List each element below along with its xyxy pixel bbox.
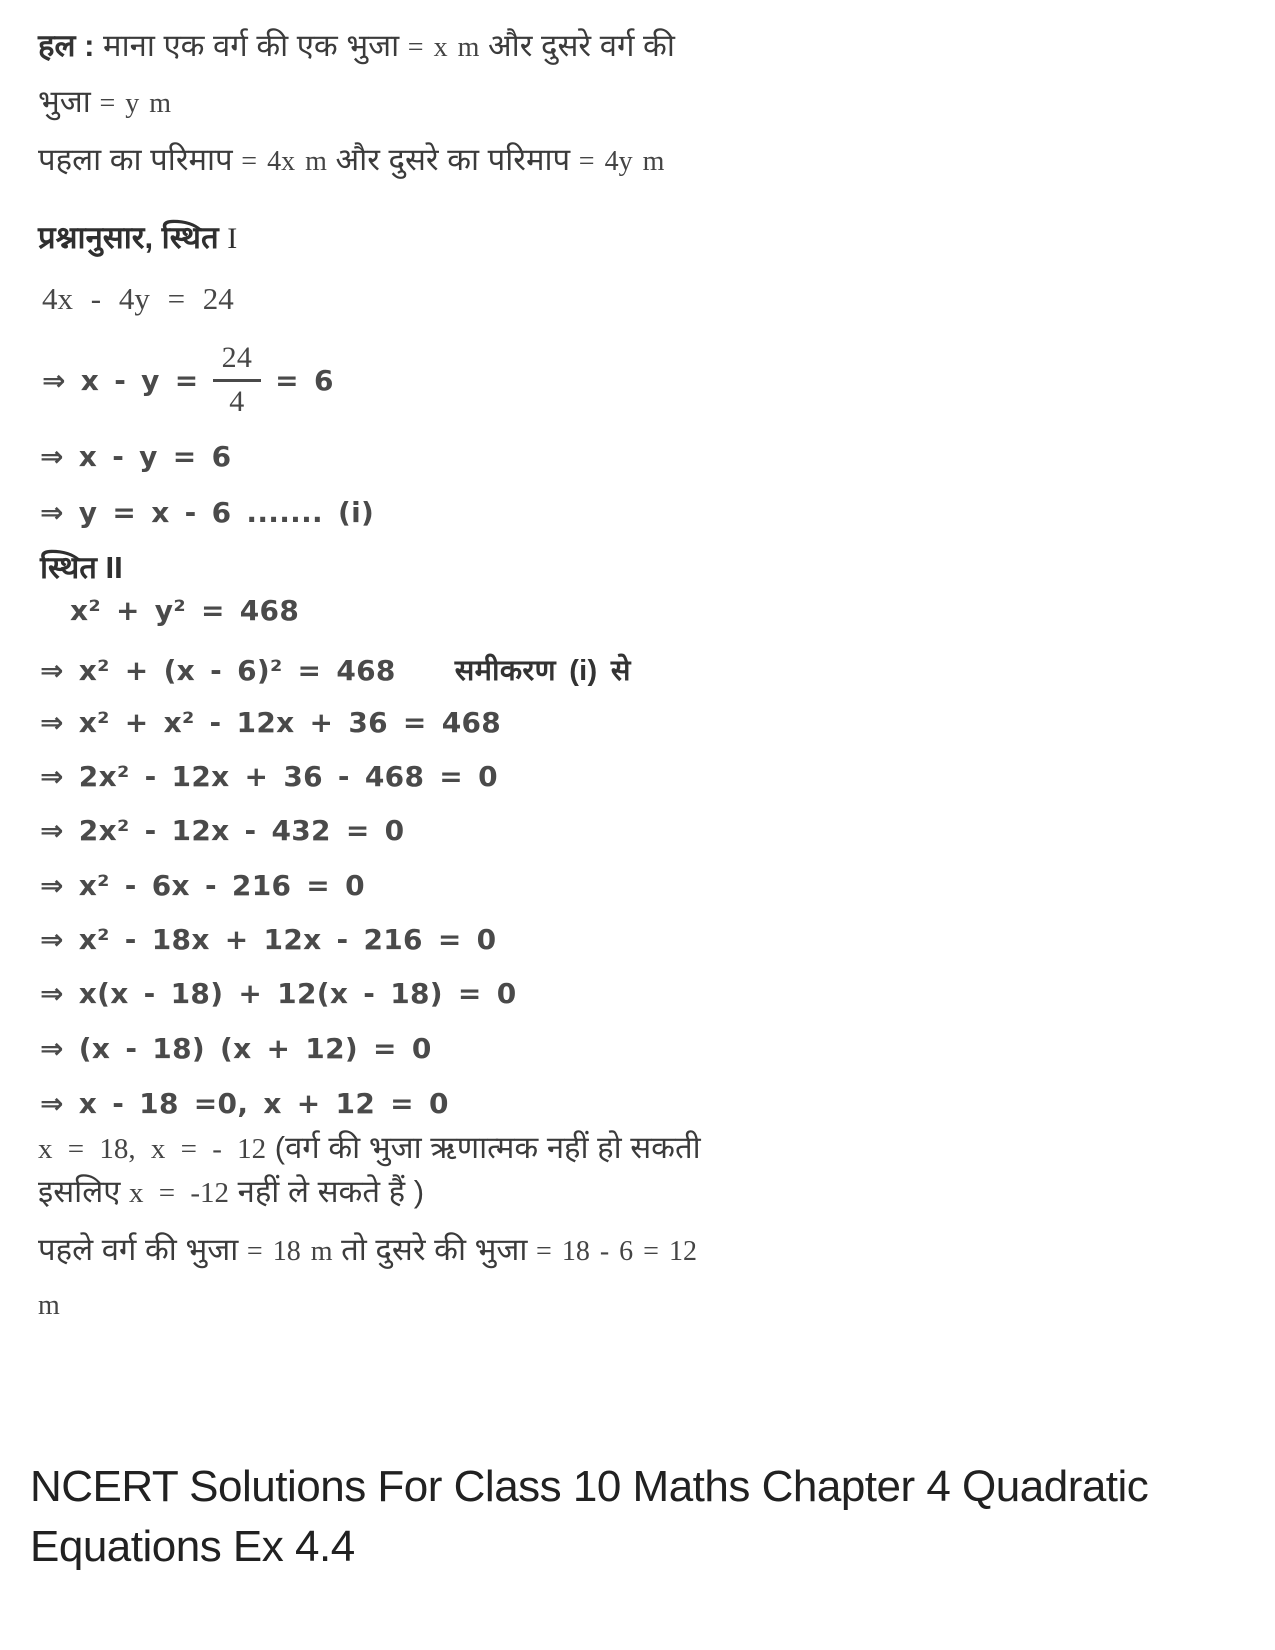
fraction-suffix: = 6 xyxy=(275,363,334,397)
case1-roman-numeral: I xyxy=(227,222,238,255)
case2-step-1: ⇒ x² + x² - 12x + 36 = 468 xyxy=(40,706,502,739)
perimeter-math-b: = 4y m xyxy=(578,146,665,177)
roots-line-2 xyxy=(38,1170,424,1212)
case2-step-4: ⇒ x² - 6x - 216 = 0 xyxy=(40,869,365,902)
fraction-prefix: ⇒ x - y = xyxy=(42,363,199,397)
substitution-note: समीकरण (i) से xyxy=(454,655,631,687)
case2-step-3: ⇒ 2x² - 12x - 432 = 0 xyxy=(40,814,405,847)
solution-label: हल : xyxy=(38,28,95,63)
case2-step-6: ⇒ x(x - 18) + 12(x - 18) = 0 xyxy=(40,977,517,1010)
case1-step-1: ⇒ x - y = 6 xyxy=(40,440,232,473)
case1-equation-initial: 4x - 4y = 24 xyxy=(42,281,234,316)
conclusion-line xyxy=(38,1228,697,1270)
case1-step-2: ⇒ y = x - 6 ....... (i) xyxy=(40,496,375,529)
intro-text-1-tail: और दुसरे वर्ग की xyxy=(488,28,675,63)
page-title-footer-line-1: NCERT Solutions For Class 10 Maths Chapter 4 Quadratic xyxy=(30,1462,1149,1511)
case2-step-8: ⇒ x - 18 =0, x + 12 = 0 xyxy=(40,1087,449,1120)
roots-rejected-value: x = -12 xyxy=(129,1177,230,1209)
case2-equation-initial: x² + y² = 468 xyxy=(70,594,300,627)
conclusion-unit: m xyxy=(38,1290,60,1321)
page-title-footer-line-2: Equations Ex 4.4 xyxy=(30,1522,355,1571)
perimeter-line xyxy=(38,138,664,180)
case2-heading: स्थित II xyxy=(40,550,123,585)
case1-fraction-step xyxy=(42,341,334,419)
conclusion-math-a: = 18 m xyxy=(246,1236,333,1267)
solution-intro-line-2 xyxy=(38,80,171,122)
perimeter-text-a: पहला का परिमाप xyxy=(38,142,233,177)
case2-substitution xyxy=(40,650,631,689)
conclusion-text-b: तो दुसरे की भुजा xyxy=(341,1232,528,1267)
fraction-numerator: 24 xyxy=(213,341,262,382)
roots-values: x = 18, x = - 12 xyxy=(38,1133,267,1165)
roots-line-1 xyxy=(38,1126,701,1168)
perimeter-math-a: = 4x m xyxy=(241,146,327,177)
intro-math-1: = x m xyxy=(407,32,480,63)
conclusion-math-b: = 18 - 6 = 12 xyxy=(536,1236,697,1267)
case1-heading-text: प्रश्नानुसार, स्थित xyxy=(38,220,219,255)
roots-note-2-post: नहीं ले सकते हैं ) xyxy=(237,1174,425,1209)
case2-step-2: ⇒ 2x² - 12x + 36 - 468 = 0 xyxy=(40,760,498,793)
intro-text-2: भुजा xyxy=(38,84,91,119)
perimeter-text-b: और दुसरे का परिमाप xyxy=(335,142,571,177)
solution-intro-line-1 xyxy=(38,24,675,66)
intro-math-2: = y m xyxy=(99,88,172,119)
case2-step-5: ⇒ x² - 18x + 12x - 216 = 0 xyxy=(40,923,497,956)
intro-text-1: माना एक वर्ग की एक भुजा xyxy=(103,28,400,63)
roots-note-2-pre: इसलिए xyxy=(38,1174,121,1209)
case1-heading xyxy=(38,216,237,258)
roots-note-1: (वर्ग की भुजा ऋणात्मक नहीं हो सकती xyxy=(274,1130,701,1165)
fraction-denominator: 4 xyxy=(229,384,245,418)
fraction xyxy=(213,341,262,419)
substitution-equation: ⇒ x² + (x - 6)² = 468 xyxy=(40,654,396,687)
conclusion-text-a: पहले वर्ग की भुजा xyxy=(38,1232,239,1267)
case2-step-7: ⇒ (x - 18) (x + 12) = 0 xyxy=(40,1032,432,1065)
